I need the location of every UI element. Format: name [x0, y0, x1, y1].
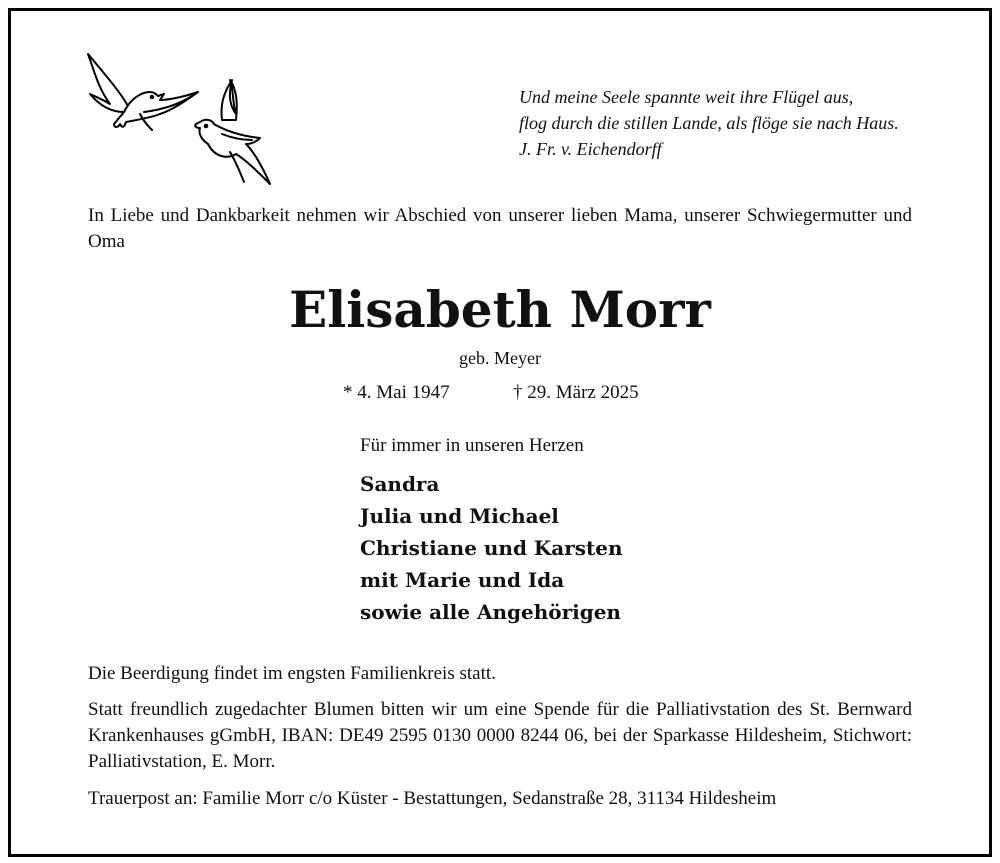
intro-text: In Liebe und Dankbarkeit nehmen wir Abschied von unserer lieben Mama, unserer Schwiegermutter und Oma: [88, 205, 912, 252]
birth-name: geb. Meyer: [459, 348, 541, 368]
mourner-name: Sandra: [360, 472, 440, 496]
mourners-lead: Für immer in unseren Herzen: [360, 435, 584, 456]
birth-date: * 4. Mai 1947: [343, 382, 450, 403]
mourners-list: [360, 468, 623, 628]
deceased-name: Elisabeth Morr: [289, 280, 711, 339]
mourner-name: Julia und Michael: [360, 504, 559, 528]
death-date: † 29. März 2025: [513, 382, 639, 403]
life-dates: [343, 380, 703, 406]
condolence-address: Trauerpost an: Familie Morr c/o Küster - Bestattungen, Sedanstraße 28, 31134 Hildesheim: [88, 788, 777, 809]
mourner-name: Christiane und Karsten: [360, 536, 623, 560]
quote-block: [519, 84, 949, 162]
donation-notice: Statt freundlich zugedachter Blumen bitten wir um eine Spende für die Palliativstation des St. Bernward Krankenhauses gGmbH, IBAN: DE49 2595 0130 0000 8244 06, bei der Sparkasse Hildesheim, Stichwort: Palliativstation, E. Morr.: [88, 699, 912, 772]
mourner-name: mit Marie und Ida: [360, 568, 565, 592]
doves-icon: [80, 48, 280, 188]
funeral-notice: Die Beerdigung findet im engsten Familienkreis statt.: [88, 663, 496, 684]
quote-author: J. Fr. v. Eichendorff: [519, 139, 662, 159]
quote-line: flog durch die stillen Lande, als flöge sie nach Haus.: [519, 113, 899, 133]
mourner-name: sowie alle Angehörigen: [360, 600, 621, 624]
quote-line: Und meine Seele spannte weit ihre Flügel aus,: [519, 87, 854, 107]
